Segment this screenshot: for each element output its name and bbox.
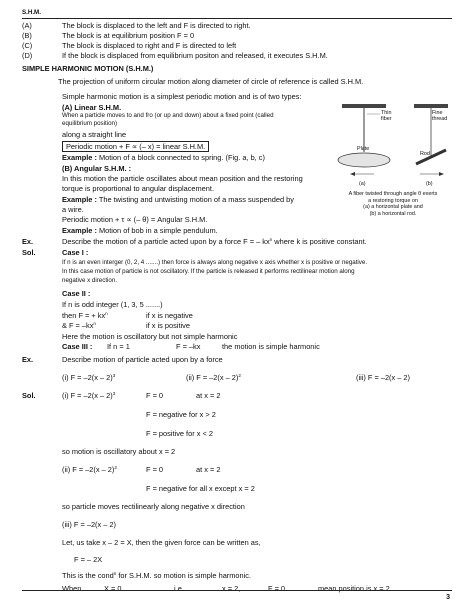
case1-title: Case I : — [62, 248, 89, 257]
case2-line-4: Here the motion is oscillatory but not simple harmonic — [62, 332, 238, 341]
sol2-ii-f-sup: 2 — [114, 465, 117, 470]
case3-f: F = –kx — [176, 342, 201, 351]
label-b: (b) — [426, 181, 433, 187]
case1-line-3: negative x direction. — [62, 277, 118, 284]
figure-caption — [336, 191, 450, 217]
angular-example2-label: Example : — [62, 226, 97, 235]
when-f: F = 0 — [268, 584, 286, 593]
plate-shape — [338, 153, 390, 167]
linear-heading: (A) Linear S.H.M. — [62, 103, 122, 112]
sol2-iii-cond-a: This is the cond — [62, 571, 114, 580]
option-b-label: (B) — [22, 31, 32, 40]
label-a: (a) — [359, 181, 366, 187]
angular-example1-label: Example : — [62, 195, 97, 204]
figure-caption-3: (a) a horizontal plate and — [363, 204, 423, 211]
intro-line-2: Simple harmonic motion is a simplest periodic motion and is of two types: — [62, 92, 302, 101]
linear-desc-2: equilibrium position) — [62, 120, 118, 127]
angular-example1-text-2: a wire. — [62, 205, 84, 214]
when-mean: mean position is x = 2 — [318, 584, 390, 593]
case2-and-sup: n — [93, 321, 96, 326]
header-rule — [22, 18, 452, 19]
sol2-ii-f — [62, 465, 117, 474]
linear-example-text: Motion of a block connected to spring. (Fig. a, b, c) — [96, 153, 265, 162]
plate-arrowhead-a — [350, 172, 355, 176]
ex2-opt-iii: (iii) F = –2(x – 2) — [356, 373, 411, 382]
case2-then-cond: if x is negative — [146, 311, 193, 320]
when-label: When — [62, 584, 82, 593]
angular-desc-2: torque is proportional to angular displacement. — [62, 184, 215, 193]
sol2-iii-f: (iii) F = –2(x – 2) — [62, 520, 117, 529]
linear-desc-3: along a straight line — [62, 130, 127, 139]
sol2-iii-cond-sup: n — [113, 571, 117, 576]
sol2-ii-at: at x = 2 — [196, 465, 221, 474]
page-number: 3 — [446, 594, 450, 601]
figure-caption-2: a restoring torque on — [368, 197, 418, 204]
sol1-label: Sol. — [22, 248, 36, 257]
sol2-ii-f-text: (ii) F = –2(x – 2) — [62, 465, 115, 474]
angular-desc-1: In this motion the particle oscillates about mean position and the restoring — [62, 174, 303, 183]
sol2-i-neg: F = negative for x > 2 — [146, 410, 216, 419]
ex2-label: Ex. — [22, 355, 34, 364]
case1-line-2: In this case motion of particle is not oscillatory. If the particle is released it performs rectilinear motion along — [62, 268, 355, 275]
case2-then — [62, 311, 108, 320]
ex2-opt-ii — [186, 373, 241, 382]
ex1-label: Ex. — [22, 237, 34, 246]
ex2-opt-i — [62, 373, 115, 382]
figure-caption-1: A fiber twisted through angle θ exerts — [348, 191, 438, 197]
sol2-i-f0: F = 0 — [146, 391, 164, 400]
ex2-opt-i-text: (i) F = –2(x – 2) — [62, 373, 113, 382]
case1-line-1: If n is an even interger (0, 2, 4 .......) then force is always along negative x axis whether x is positive or negative. — [62, 259, 368, 266]
sol2-iii-cond — [62, 571, 251, 580]
angular-example2-text: Motion of bob in a simple pendulum. — [96, 226, 218, 235]
case2-and — [62, 321, 96, 330]
option-b-text: The block is at equilibrium position F = 0 — [62, 31, 195, 40]
sol2-ii-neg: F = negative for all x except x = 2 — [146, 484, 255, 493]
figure-caption-4: (b) a horizontal rod. — [369, 210, 417, 217]
label-fine-thread: Fine thread — [432, 110, 448, 123]
case3-if: If n = 1 — [107, 342, 130, 351]
ex2-question: Describe motion of particle acted upon by a force — [62, 355, 223, 364]
header-title: S.H.M. — [22, 9, 41, 16]
sol2-i-f-text: (i) F = –2(x – 2) — [62, 391, 113, 400]
footer-rule — [22, 590, 452, 591]
section-title: SIMPLE HARMONIC MOTION (S.H.M.) — [22, 64, 154, 73]
sol2-i-conclusion: so motion is oscillatory about x = 2 — [62, 447, 176, 456]
sol2-label: Sol. — [22, 391, 36, 400]
label-plate: Plate — [357, 146, 370, 152]
ex1-question-b: where k is positive constant. — [272, 237, 367, 246]
sol2-i-f-sup: 3 — [112, 391, 116, 396]
ex1-question — [62, 237, 367, 246]
support-b — [414, 104, 448, 108]
ex1-question-a: Describe the motion of a particle acted upon by a force F = – kx — [62, 237, 270, 246]
ex1-question-sup: n — [269, 237, 273, 242]
linear-example-label: Example : — [62, 153, 97, 162]
ex2-opt-ii-sup: 2 — [238, 373, 241, 378]
when-x: X = 0 — [104, 584, 122, 593]
case2-title: Case II : — [62, 289, 91, 298]
ex2-opt-i-sup: 3 — [112, 373, 116, 378]
when-x2: x = 2, — [222, 584, 241, 593]
sol2-i-f — [62, 391, 115, 400]
linear-shm-box: Periodic motion + F ∝ (– x) = linear S.H.M. — [62, 141, 209, 152]
sol2-i-pos: F = positive for x < 2 — [146, 429, 213, 438]
angular-example1-text: The twisting and untwisting motion of a mass suspended by — [96, 195, 294, 204]
case2-line-1: If n is odd integer (1, 3, 5 .......) — [62, 300, 163, 309]
sol2-iii-cond-b: for S.H.M. so motion is simple harmonic. — [116, 571, 252, 580]
option-d-text: If the block is displaced from equilibrium positon and released, it executes S.H.M. — [62, 51, 328, 60]
option-c-label: (C) — [22, 41, 33, 50]
case2-then-text: then F = + kx — [62, 311, 106, 320]
option-c-text: The block is displaced to right and F is directed to left — [62, 41, 237, 50]
case2-and-cond: if x is positive — [146, 321, 190, 330]
sol2-ii-f0: F = 0 — [146, 465, 164, 474]
sol2-iii-eq: F = – 2X — [74, 555, 103, 564]
ex2-opt-ii-text: (ii) F = –2(x – 2) — [186, 373, 239, 382]
case3-result: the motion is simple harmonic — [222, 342, 320, 351]
option-a-text: The block is displaced to the left and F is directed to right. — [62, 21, 251, 30]
label-thin-fiber: Thin fiber — [381, 110, 392, 123]
case2-then-sup: n — [105, 311, 108, 316]
sol2-iii-let: Let, us take x – 2 = X, then the given force can be written as, — [62, 538, 261, 547]
angular-heading: (B) Angular S.H.M. : — [62, 164, 132, 173]
intro-line-1: The projection of uniform circular motion along diameter of circle of reference is called S.H.M. — [58, 77, 364, 86]
case3-title: Case III : — [62, 342, 93, 351]
support-a — [342, 104, 386, 108]
angular-formula: Periodic motion + τ ∝ (– θ) = Angular S.H.M. — [62, 215, 208, 224]
sol2-ii-conclusion: so particle moves rectilinearly along negative x direction — [62, 502, 245, 511]
option-a-label: (A) — [22, 21, 32, 30]
case2-and-text: & F = –kx — [62, 321, 94, 330]
rod-arrowhead-b — [439, 172, 444, 176]
linear-desc-1: When a particle moves to and fro (or up and down) about a fixed point (called — [62, 112, 274, 119]
sol2-i-at: at x = 2 — [196, 391, 221, 400]
label-rod: Rod — [420, 151, 430, 157]
when-ie: i.e. — [174, 584, 184, 593]
option-d-label: (D) — [22, 51, 33, 60]
